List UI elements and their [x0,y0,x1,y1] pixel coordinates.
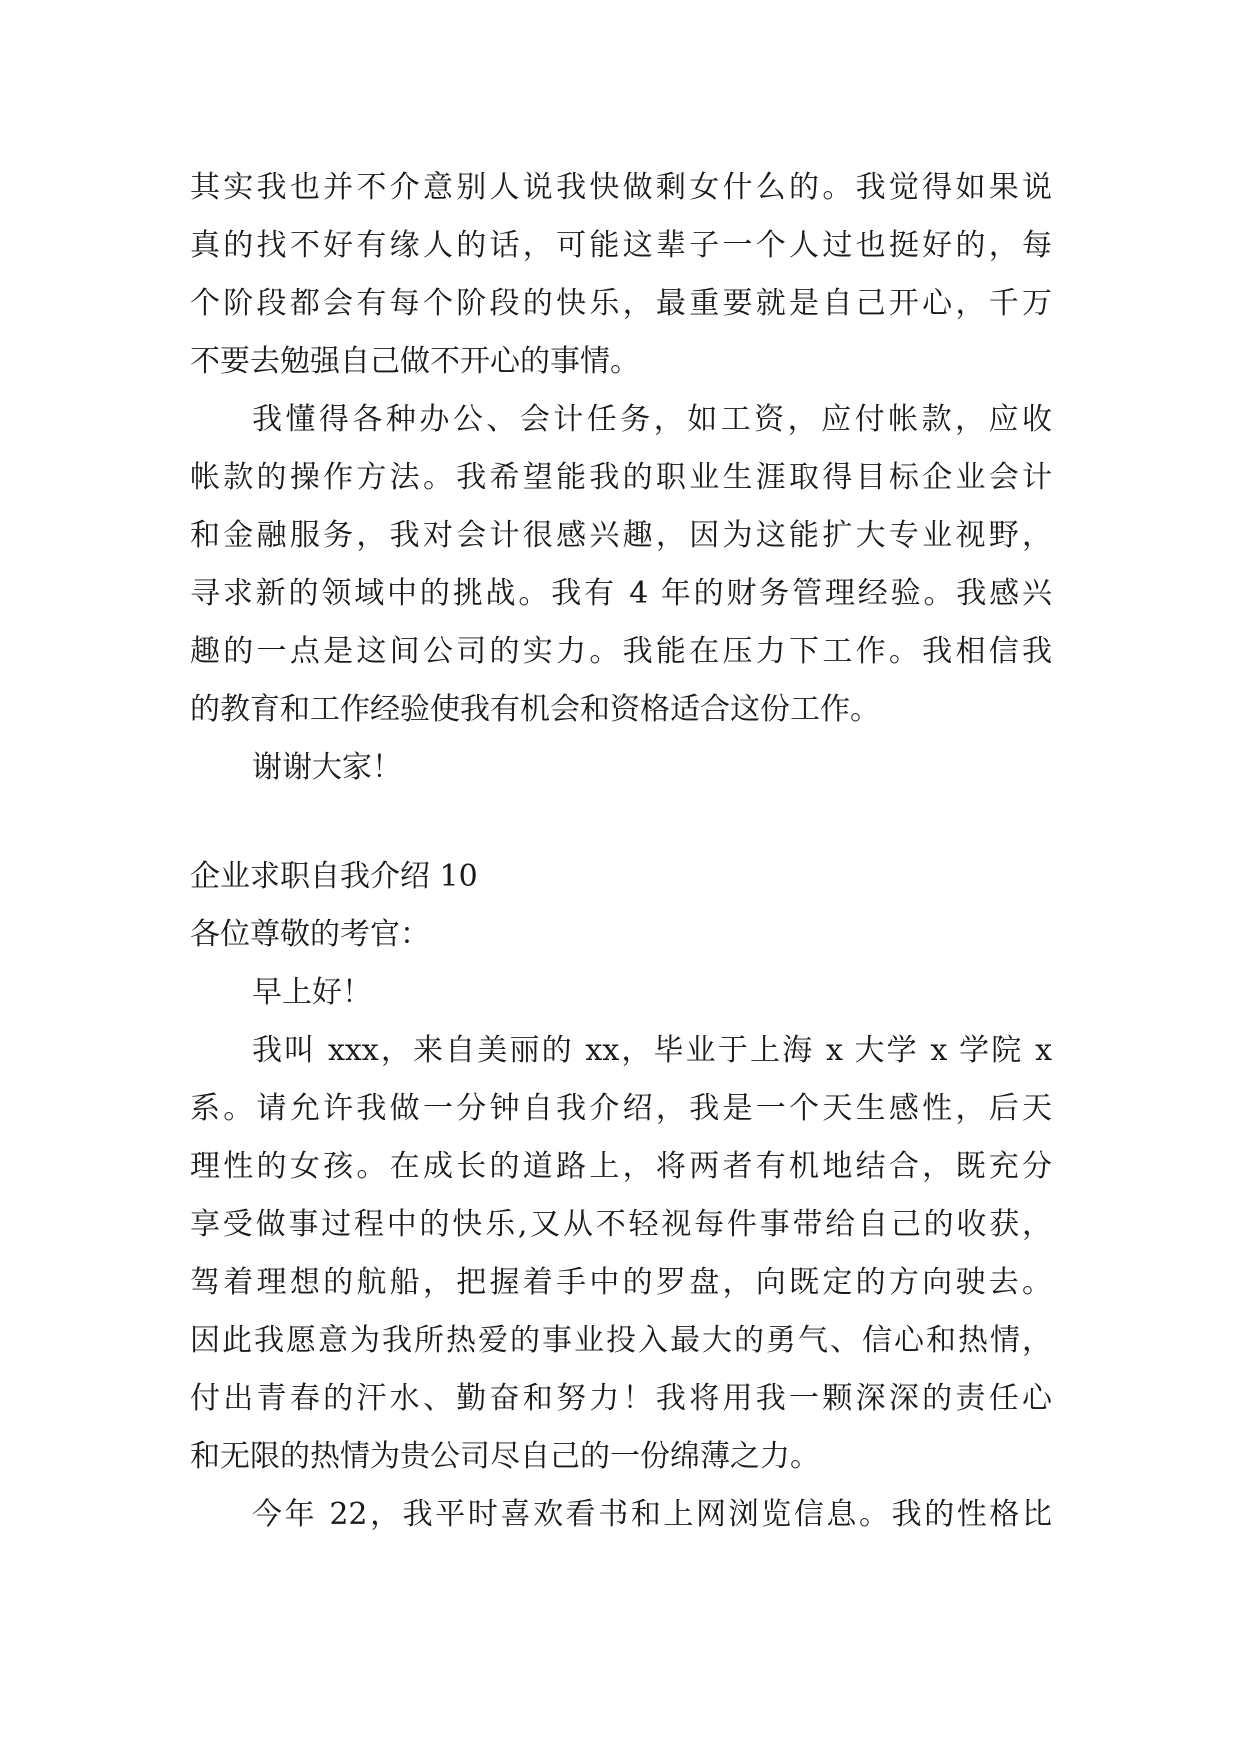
paragraph-line: 的教育和工作经验使我有机会和资格适合这份工作。 [190,692,880,727]
section-heading: 企业求职自我介绍 10 [190,859,478,894]
paragraph-line: 驾着理想的航船，把握着手中的罗盘，向既定的方向驶去。 [190,1265,1052,1300]
paragraph-line: 寻求新的领域中的挑战。我有 4 年的财务管理经验。我感兴 [190,576,1052,611]
paragraph-line: 个阶段都会有每个阶段的快乐，最重要就是自己开心，千万 [190,286,1052,321]
greeting: 早上好！ [252,975,372,1010]
paragraph-line: 和金融服务，我对会计很感兴趣，因为这能扩大专业视野， [190,518,1052,553]
salutation: 各位尊敬的考官： [190,917,430,952]
paragraph-line: 我叫 xxx，来自美丽的 xx，毕业于上海 x 大学 x 学院 x [252,1033,1052,1068]
paragraph-line: 我懂得各种办公、会计任务，如工资，应付帐款，应收 [252,402,1052,437]
paragraph-line: 因此我愿意为我所热爱的事业投入最大的勇气、信心和热情， [190,1323,1052,1358]
paragraph-line: 趣的一点是这间公司的实力。我能在压力下工作。我相信我 [190,634,1052,669]
paragraph-line: 帐款的操作方法。我希望能我的职业生涯取得目标企业会计 [190,460,1052,495]
paragraph-line: 享受做事过程中的快乐,又从不轻视每件事带给自己的收获， [190,1207,1052,1242]
closing-thanks: 谢谢大家！ [252,750,402,785]
paragraph-line: 付出青春的汗水、勤奋和努力！我将用我一颗深深的责任心 [190,1381,1052,1416]
paragraph-line: 真的找不好有缘人的话，可能这辈子一个人过也挺好的，每 [190,228,1052,263]
paragraph-line: 系。请允许我做一分钟自我介绍，我是一个天生感性，后天 [190,1091,1052,1126]
paragraph-line: 其实我也并不介意别人说我快做剩女什么的。我觉得如果说 [190,170,1052,205]
paragraph-line: 今年 22，我平时喜欢看书和上网浏览信息。我的性格比 [252,1497,1052,1532]
paragraph-line: 和无限的热情为贵公司尽自己的一份绵薄之力。 [190,1439,820,1474]
paragraph-line: 不要去勉强自己做不开心的事情。 [190,344,640,379]
paragraph-line: 理性的女孩。在成长的道路上，将两者有机地结合，既充分 [190,1149,1052,1184]
